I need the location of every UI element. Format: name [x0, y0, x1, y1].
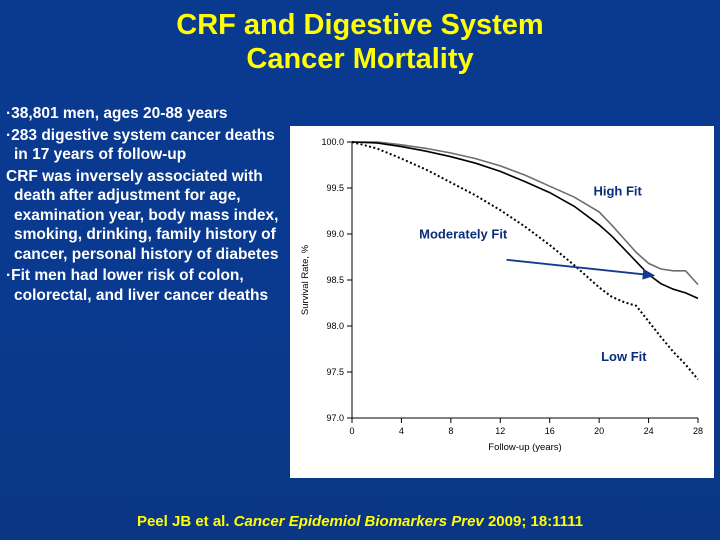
x-tick-label: 16	[544, 426, 555, 436]
x-tick-label: 12	[495, 426, 506, 436]
series-high-fit	[352, 142, 698, 285]
x-tick-label: 24	[643, 426, 654, 436]
bullet-list	[6, 104, 286, 307]
y-tick-label: 98.0	[326, 321, 344, 331]
title-line-1: CRF and Digestive System	[176, 9, 544, 41]
list-item: ·Fit men had lower risk of colon, colorectal, and liver cancer deaths	[6, 267, 269, 304]
citation-journal: Cancer Epidemiol Biomarkers Prev	[233, 513, 484, 530]
x-tick-label: 4	[398, 426, 404, 436]
survival-chart-panel	[290, 126, 714, 478]
y-tick-label: 97.0	[326, 413, 344, 423]
title-line-2: Cancer Mortality	[246, 43, 474, 75]
citation	[0, 513, 720, 530]
y-tick-label: 99.5	[326, 183, 344, 193]
citation-details: 2009; 18:1111	[483, 513, 584, 530]
annotation-moderately-fit: Moderately Fit	[419, 226, 508, 242]
list-item: ·283 digestive system cancer deaths in 17 years of follow-up	[6, 126, 275, 163]
annotation-high-fit: High Fit	[593, 183, 642, 199]
x-tick-label: 8	[448, 426, 454, 436]
list-item: CRF was inversely associated with death after adjustment for age, examination year, body mass index, smoking, drinking, family history of cancer, personal history of diabetes	[6, 167, 279, 263]
x-tick-label: 28	[692, 426, 704, 436]
x-tick-label: 20	[594, 426, 605, 436]
x-tick-label: 0	[349, 426, 355, 436]
list-item: ·38,801 men, ages 20-88 years	[6, 105, 228, 122]
y-tick-label: 98.5	[326, 275, 344, 285]
x-axis-title: Follow-up (years)	[488, 442, 562, 453]
annotation-low-fit: Low Fit	[601, 348, 647, 364]
survival-curve-chart	[290, 126, 714, 478]
y-tick-label: 97.5	[326, 367, 344, 377]
page-title	[0, 8, 720, 76]
annotation-arrow	[506, 260, 653, 276]
y-tick-label: 99.0	[326, 229, 344, 239]
citation-authors: Peel JB et al.	[136, 513, 234, 530]
y-tick-label: 100.0	[321, 137, 344, 147]
y-axis-title: Survival Rate, %	[300, 244, 311, 316]
